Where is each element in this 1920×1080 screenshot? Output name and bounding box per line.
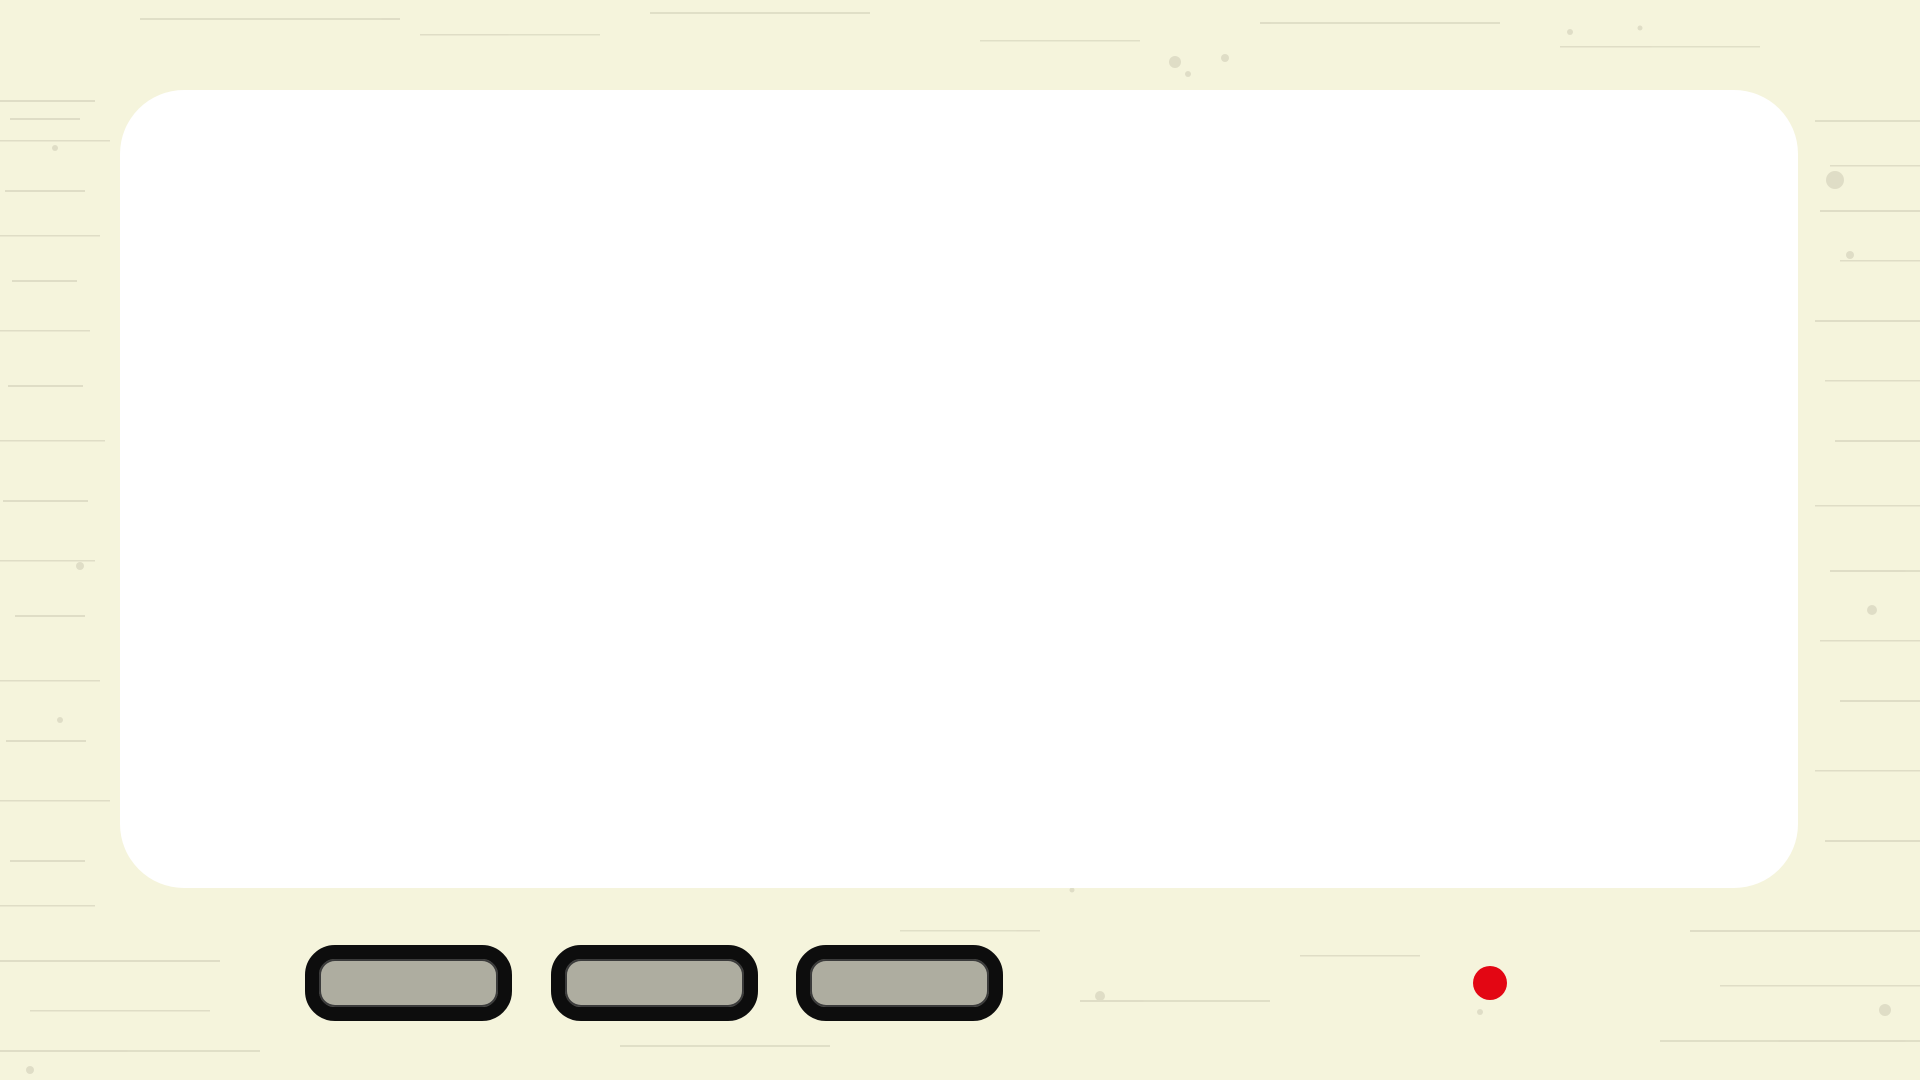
control-button-3[interactable]: [796, 945, 1003, 1021]
control-button-1[interactable]: [305, 945, 512, 1021]
control-button-2[interactable]: [551, 945, 758, 1021]
display-screen: [120, 90, 1798, 888]
red-indicator-light-icon: [1473, 966, 1507, 1000]
